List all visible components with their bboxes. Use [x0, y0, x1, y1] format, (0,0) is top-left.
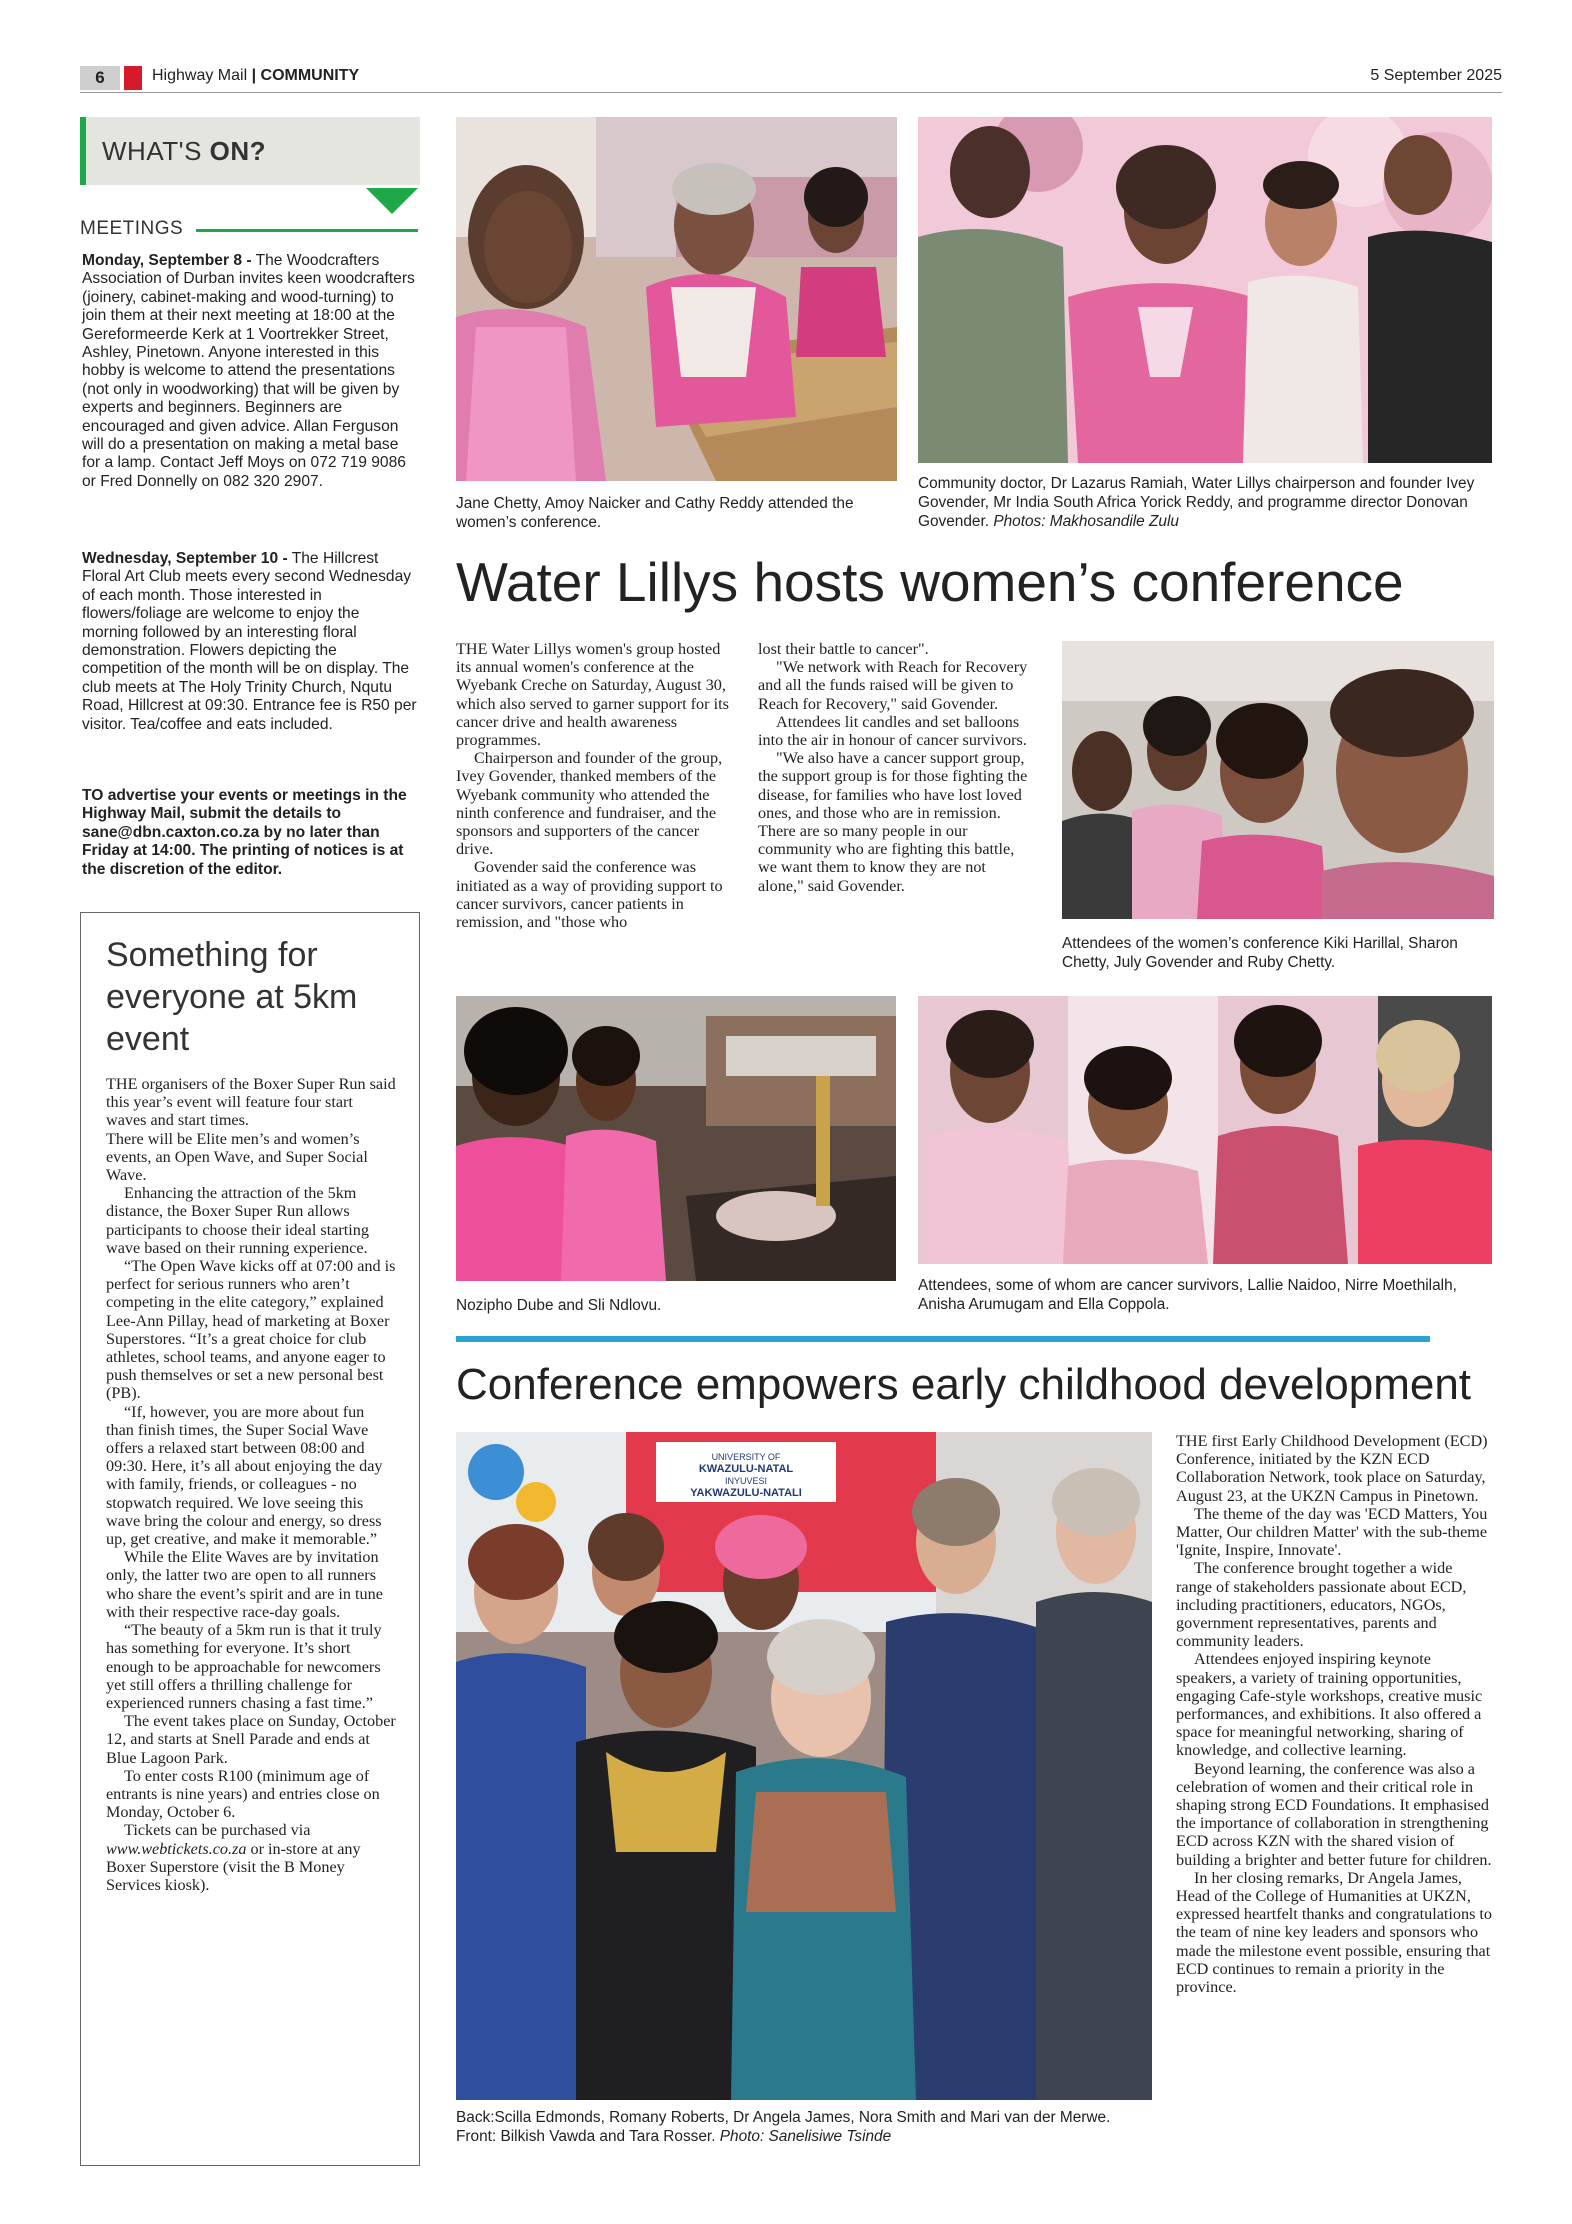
paragraph	[106, 1821, 396, 1894]
meetings-rule	[196, 229, 418, 232]
photo-community-leaders	[918, 117, 1492, 463]
boxer-headline: Something for everyone at 5km event	[106, 936, 358, 1058]
paragraph: THE first Early Childhood Development (ECD) Conference, initiated by the KZN ECD Collaboration Network, took place on Saturday, August 23, at the UKZN Campus in Pinetown.	[1176, 1432, 1488, 1505]
paragraph: Attendees lit candles and set balloons into the air in honour of cancer survivors.	[758, 712, 1027, 750]
whats-on-title-normal: WHAT'S	[102, 136, 210, 166]
paragraph: THE Water Lillys women's group hosted its annual women's conference at the Wyebank Creche on Saturday, August 30, which also served to garner support for its cancer drive and health awareness programmes.	[456, 640, 729, 750]
paragraph: "We network with Reach for Recovery and all the funds raised will be given to Reach for Recovery," said Govender.	[758, 658, 1028, 713]
header-rule	[80, 92, 1502, 93]
meeting-item-heading: Monday, September 8 -	[82, 252, 252, 269]
caption-photo-5: Attendees, some of whom are cancer survivors, Lallie Naidoo, Nirre Moethilalh, Anisha Arumugam and Ella Coppola.	[918, 1277, 1457, 1313]
photo-cancer-survivors	[918, 996, 1492, 1264]
photo-credit: Photos: Makhosandile Zulu	[993, 513, 1179, 530]
triangle-marker-icon	[366, 188, 418, 214]
paragraph: “The beauty of a 5km run is that it truly has something for everyone. It’s short enough to be approachable for newcomers yet still offers a thrilling challenge for experienced runners chasing a fast time.”	[106, 1621, 382, 1712]
section-color-tab	[124, 66, 142, 90]
paragraph: While the Elite Waves are by invitation only, the latter two are open to all runners who share the event’s spirit and are in tune with their respective race-day goals.	[106, 1548, 383, 1621]
caption-photo-2	[918, 474, 1500, 531]
whats-on-title	[102, 136, 266, 167]
meeting-item-text: The Woodcrafters Association of Durban invites keen woodcrafters (joinery, cabinet-making and wood-turning) to join them at their next meeting at 18:00 at the Gereformeerde Kerk at 1 Voortrekker Street, Ashley, Pinetown. Anyone interested in this hobby is welcome to attend the presentations (not only in woodworking) that will be given by experts and beginners. Beginners are encouraged and given advice. Allan Ferguson will do a presentation on making a metal base for a lamp. Contact Jeff Moys on 072 719 9086 or Fred Donnelly on 082 320 2907.	[82, 252, 415, 490]
paragraph: The event takes place on Sunday, October 12, and starts at Snell Parade and ends at Blue Lagoon Park.	[106, 1712, 396, 1767]
advertise-note: TO advertise your events or meetings in the Highway Mail, submit the details to sane@dbn.caxton.co.za by no later than Friday at 14:00. The printing of notices is at the discretion of the editor.	[82, 787, 407, 878]
ecd-article-body	[1176, 1432, 1492, 1996]
water-lillys-column-2	[758, 640, 1028, 895]
tickets-text: or in-store at any Boxer Superstore (visit the B Money Services kiosk).	[106, 1839, 361, 1894]
caption-photo-3: Attendees of the women’s conference Kiki Harillal, Sharon Chetty, July Govender and Ruby Chetty.	[1062, 935, 1458, 971]
paragraph: Chairperson and founder of the group, Ivey Govender, thanked members of the Wyebank community who attended the ninth conference and fundraiser, and the sponsors and supporters of the cancer drive.	[456, 749, 723, 859]
paragraph: Enhancing the attraction of the 5km distance, the Boxer Super Run allows participants to choose their ideal starting wave based on their running experience.	[106, 1184, 369, 1257]
meeting-item-text: The Hillcrest Floral Art Club meets every second Wednesday of each month. Those interested in flowers/foliage are welcome to enjoy the morning followed by an interesting floral demonstration. Flowers depicting the competition of the month will be on display. The club meets at The Holy Trinity Church, Nqutu Road, Hillcrest at 09:30. Entrance fee is R50 per visitor. Tea/coffee and eats included.	[82, 550, 417, 733]
paragraph: Beyond learning, the conference was also a celebration of women and their critical role in shaping strong ECD Foundations. It emphasised the importance of collaboration in strengthening ECD across KZN with the shared vision of building a brighter and better future for children.	[1176, 1759, 1492, 1869]
photo-conference-attendees	[1062, 641, 1494, 919]
caption-photo-4: Nozipho Dube and Sli Ndlovu.	[456, 1297, 662, 1314]
issue-date: 5 September 2025	[1370, 67, 1502, 84]
water-lillys-column-1	[456, 640, 738, 931]
photo-women-at-table	[456, 117, 897, 481]
paragraph: THE organisers of the Boxer Super Run said this year’s event will feature four start waves and start times.	[106, 1075, 396, 1130]
page-number: 6	[80, 66, 120, 90]
header-separator: |	[247, 67, 261, 84]
paragraph: The theme of the day was 'ECD Matters, You Matter, Our children Matter' with the sub-theme 'Ignite, Inspire, Innovate'.	[1176, 1504, 1488, 1560]
whats-on-title-bold: ON?	[209, 136, 267, 166]
photo-ecd-group	[456, 1432, 1152, 2100]
publication-name: Highway Mail	[152, 67, 248, 84]
paragraph: Govender said the conference was initiated as a way of providing support to cancer survivors, cancer patients in remission, and "those who	[456, 858, 723, 932]
paragraph: The conference brought together a wide range of stakeholders passionate about ECD, including practitioners, educators, NGOs, government representatives, parents and community leaders.	[1176, 1559, 1467, 1651]
paragraph: In her closing remarks, Dr Angela James, Head of the College of Humanities at UKZN, expressed heartfelt thanks and congratulations to the team of nine key leaders and sponsors who made the milestone event possible, ensuring that ECD continues to remain a priority in the province.	[1176, 1868, 1493, 1997]
paragraph: "We also have a cancer support group, the support group is for those fighting the disease, for families who have lost loved ones, and those who are in remission. There are so many people in our community who are fighting this battle, we want them to know they are not alone," said Govender.	[758, 749, 1028, 895]
banner-text: UNIVERSITY OF	[711, 1452, 781, 1462]
paragraph: lost their battle to cancer".	[758, 640, 929, 658]
paragraph: Attendees enjoyed inspiring keynote speakers, a variety of training opportunities, engaging Cafe-style workshops, creative music performances, and exhibitions. It also offered a space for meaningful networking, sharing of knowledge, and collective learning.	[1176, 1650, 1483, 1760]
paragraph: To enter costs R100 (minimum age of entrants is nine years) and entries close on Monday, October 6.	[106, 1766, 380, 1822]
meeting-item-heading: Wednesday, September 10 -	[82, 550, 288, 567]
paragraph: “If, however, you are more about fun than finish times, the Super Social Wave offers a relaxed start between 08:00 and 09:30. Here, it’s all about enjoying the day with family, friends, or colleagues - no stopwatch required. We love seeing this wave bring the colour and energy, so dress up, get creative, and make it memorable.”	[106, 1402, 383, 1549]
section-divider	[456, 1336, 1430, 1342]
water-lillys-headline: Water Lillys hosts women’s conference	[456, 551, 1404, 613]
caption-photo-6	[456, 2108, 1152, 2146]
ecd-headline: Conference empowers early childhood development	[456, 1360, 1472, 1409]
banner-text: KWAZULU-NATAL	[698, 1463, 794, 1475]
publication-header	[152, 67, 359, 85]
photo-credit: Photo: Sanelisiwe Tsinde	[719, 2128, 892, 2145]
caption-text: Back:Scilla Edmonds, Romany Roberts, Dr Angela James, Nora Smith and Mari van der Merwe. Front: Bilkish Vawda and Tara Rosser.	[456, 2109, 1111, 2145]
paragraph: “The Open Wave kicks off at 07:00 and is perfect for serious runners who aren’t competing in the elite category,” explained Lee-Ann Pillay, head of marketing at Boxer Superstores. “It’s a great choice for club athletes, school teams, and anyone eager to push themselves or set a new personal best (PB).	[106, 1257, 396, 1403]
tickets-text: Tickets can be purchased via	[124, 1821, 311, 1840]
meeting-item-1	[82, 252, 420, 491]
photo-two-women	[456, 996, 896, 1281]
meeting-item-2	[82, 550, 420, 734]
section-name: COMMUNITY	[260, 67, 360, 84]
meetings-label: MEETINGS	[80, 218, 184, 239]
boxer-article-body	[106, 1075, 396, 1894]
paragraph: There will be Elite men’s and women’s events, an Open Wave, and Super Social Wave.	[106, 1129, 368, 1185]
tickets-website: www.webtickets.co.za	[106, 1839, 247, 1858]
banner-text: INYUVESI	[724, 1476, 768, 1486]
caption-text: Community doctor, Dr Lazarus Ramiah, Water Lillys chairperson and founder Ivey Govender, Mr India South Africa Yorick Reddy, and programme director Donovan Govender.	[918, 475, 1475, 530]
caption-photo-1: Jane Chetty, Amoy Naicker and Cathy Reddy attended the women’s conference.	[456, 495, 854, 531]
banner-text: YAKWAZULU-NATALI	[690, 1487, 802, 1499]
